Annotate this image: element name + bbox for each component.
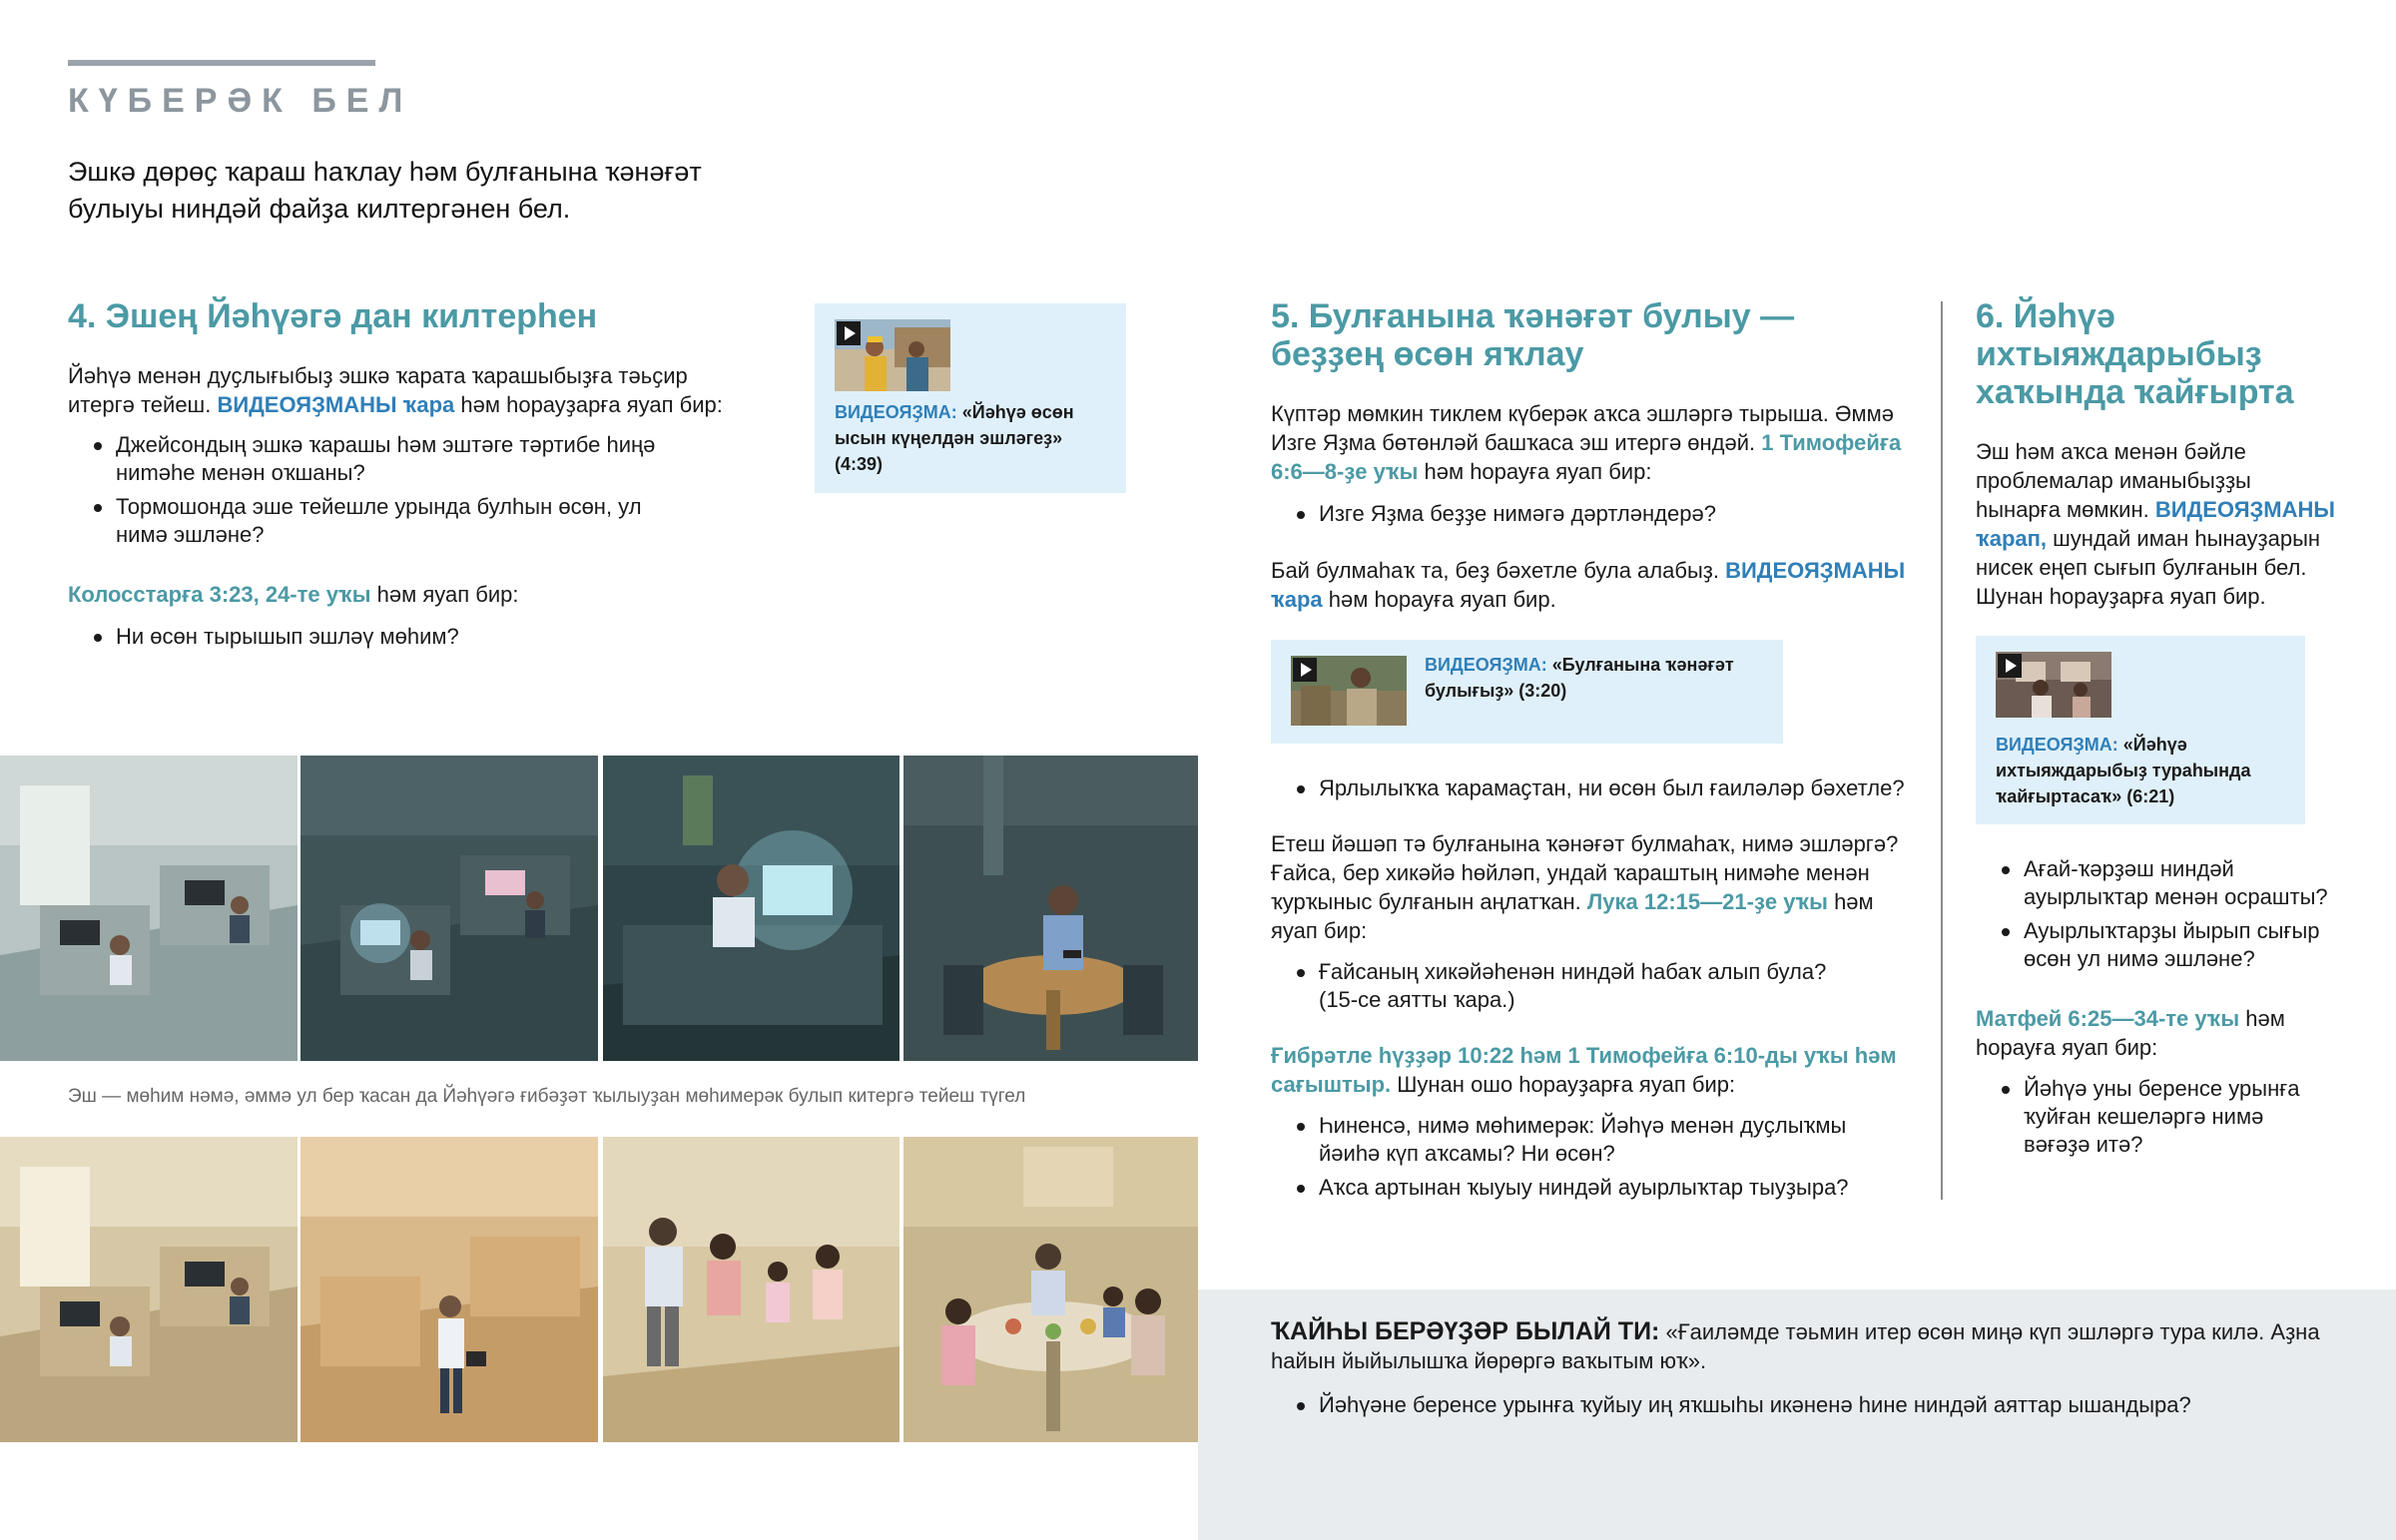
list-item: Ярлылыҡҡа ҡарамаҫтан, ни өсөн был ғаиләләр бәхетле? [1271,774,1930,802]
objection-quote: «Ғаиләмде тәьмин итер өсөн миңә күп эшләргә тура килә. Аҙна һайын йыйылышҡа йөрөргә ваҡытым юҡ». [1271,1319,2320,1373]
illustration-caption: Эш — мөһим нәмә, әммә ул бер ҡасан да Йәһүәгә ғибәҙәт ҡылыуҙан мөһимерәк булып китергә тейеш түгел [68,1086,1026,1107]
video-caption: ВИДЕОЯҘМА: «Булғанына ҡәнәғәт булығыҙ» (3:20) [1425,655,1734,701]
section-5-video-box[interactable] [1271,640,1783,744]
play-icon[interactable] [1293,658,1317,682]
section-4-video-link[interactable]: ВИДЕОЯҘМАНЫ ҡара [217,392,455,417]
header-rule [68,60,375,66]
list-item: Тормошонда эше тейешле урында булһын өсөн, ул нимә эшләне? [68,493,667,549]
list-item: Һиненсә, нимә мөһимерәк: Йәһүә менән дуҫлыҡмы йәиһә күп аҡсамы? Ни өсөн? [1271,1112,1870,1168]
illustration-office-4 [0,1137,298,1442]
section-6-video-box[interactable] [1976,636,2305,824]
list-item: Ни өсөн тырышып эшләү мөһим? [68,623,667,651]
section-4-bullets-2 [68,623,667,657]
section-5-heading: 5. Булғанына ҡәнәғәт булыу — беҙҙең өсөн яҡлау [1271,297,1795,373]
section-5-scripture-ref-3[interactable]: Ғибрәтле һүҙҙәр 10:22 һәм 1 Тимофейға 6:10-ды уҡы һәм сағыштыр. [1271,1043,1897,1097]
section-5-bullets-2 [1271,774,1930,808]
section-5-paragraph-4: Ғибрәтле һүҙҙәр 10:22 һәм 1 Тимофейға 6:10-ды уҡы һәм сағыштыр. Шунан ошо һорауҙарға яуап бир: [1271,1043,1897,1097]
section-6-bullets-1 [1976,855,2335,979]
play-icon[interactable] [837,321,861,345]
play-icon[interactable] [1998,654,2022,678]
list-item: Йәһүә уны беренсе урынға ҡуйған кешеләргә нимә вәғәҙә итә? [1976,1075,2335,1159]
section-4-video-box[interactable] [815,303,1126,493]
section-5-scripture-ref-1[interactable]: 1 Тимофейға 6:6—8-ҙе уҡы [1271,430,1902,484]
section-6-bullets-2 [1976,1075,2335,1165]
illustration-office-1 [0,756,298,1061]
column-divider [1941,301,1943,1200]
video-caption: ВИДЕОЯҘМА: «Йәһүә ихтыяждарыбыҙ тураһында ҡайғыртасаҡ» (6:21) [1996,735,2251,806]
section-6-scripture-ref[interactable]: Матфей 6:25—34-те уҡы [1976,1006,2240,1031]
list-item: Ағай-ҡәрҙәш ниндәй ауырлыҡтар менән осрашты? [1976,855,2335,911]
list-item: Джейсондың эшкә ҡарашы һәм эштәге тәртибе һиңә ниməһе менән оҡшаны? [68,431,667,487]
section-4-heading: 4. Эшең Йәһүәгә дан килтерһен [68,297,598,335]
objection-bullets [1271,1391,2359,1425]
list-item: Ауырлыҡтарҙы йырып сығыр өсөн ул нимә эшләне? [1976,917,2335,973]
illustration-office-leaving [300,1137,598,1442]
page-title: КҮБЕРӘК БЕЛ [68,82,413,120]
section-6-paragraph: Эш һәм аҡса менән бәйле проблемалар иманыбыҙҙы һынарға мөмкин. ВИДЕОЯҘМАНЫ ҡарап, шундай иман һынауҙарын нисек еңеп сығып булғанын бел. Шунан һорауҙарға яуап бир. [1976,439,2335,609]
section-4-paragraph: Йәһүә менән дуҫлығыбыҙ эшкә ҡарата ҡарашыбыҙға тәьҫир итергә тейеш. ВИДЕОЯҘМАНЫ ҡара һәм һорауҙарға яуап бир: [68,363,723,417]
illustration-office-2 [300,756,598,1061]
illustration-family-meal [903,1137,1198,1442]
list-item: Аҡса артынан ҡыуыу ниндәй ауырлыҡтар тыуҙыра? [1271,1174,1870,1202]
list-item: Изге Яҙма беҙҙе нимәгә дәртләндерә? [1271,500,1920,528]
illustration-home-night [903,756,1198,1061]
section-5-video-link[interactable]: ВИДЕОЯҘМАНЫ ҡара [1271,558,1906,612]
section-5-paragraph-2: Бай булмаһаҡ та, беҙ бәхетле була алабыҙ. ВИДЕОЯҘМАНЫ ҡара һәм һорауға яуап бир. [1271,558,1906,612]
objection-lead: ҠАЙҺЫ БЕРӘҮҘӘР БЫЛАЙ ТИ: [1271,1317,1660,1345]
section-6-heading: 6. Йәһүә ихтыяждарыбыҙ хаҡында ҡайғырта [1976,297,2294,411]
video-thumbnail[interactable] [1291,656,1407,726]
list-item: Ғайсаның хикәйәһенән ниндәй һабаҡ алып була? (15-се аятты ҡара.) [1271,958,1830,1014]
list-item: Йәһүәне беренсе урынға ҡуйыу иң яҡшыһы икәненә һине ниндәй аяттар ышандыра? [1271,1391,2359,1419]
video-thumbnail[interactable] [835,319,950,391]
section-6-video-link[interactable]: ВИДЕОЯҘМАНЫ ҡарап, [1976,497,2335,551]
objection-box [1198,1289,2396,1540]
illustration-meeting [603,1137,899,1442]
section-5-paragraph-1: Күптәр мөмкин тиклем күберәк аҡса эшләргә тырыша. Әммә Изге Яҙма бөтөнләй башҡаса эш итергә өндәй. 1 Тимофейға 6:6—8-ҙе уҡы һәм һорауға яуап бир: [1271,401,1902,484]
section-5-bullets-3 [1271,958,1830,1020]
section-4-scripture-ref[interactable]: Колосстарға 3:23, 24-те уҡы [68,582,371,607]
section-5-scripture-ref-2[interactable]: Лука 12:15—21-ҙе уҡы [1586,889,1828,914]
illustration-office-3 [603,756,899,1061]
objection-text [1271,1317,2359,1375]
video-caption: ВИДЕОЯҘМА: «Йәһүә өсөн ысын күңелдән эшләгеҙ» (4:39) [835,402,1074,474]
section-4-bullets [68,431,667,555]
section-6-ref-line: Матфей 6:25—34-те уҡы һәм һорауға яуап бир: [1976,1006,2285,1060]
section-5-paragraph-3: Етеш йәшәп тә булғанына ҡәнәғәт булмаһаҡ, нимә эшләргә? Ғайса, бер хикәйә һөйләп, ундай ҡараштың нимәһе менән ҡурҡыныс булғанын аңлатҡан. Лука 12:15—21-ҙе уҡы һәм яуап бир: [1271,831,1899,943]
section-5-bullets-1 [1271,500,1920,534]
page-intro: Эшкә дөрөҫ ҡараш һаҡлау һәм булғанына ҡәнәғәт булыуы ниндәй файҙа килтергәнен бел. [68,157,702,224]
section-4-ref-line: Колосстарға 3:23, 24-те уҡы һәм яуап бир: [68,582,519,607]
video-thumbnail[interactable] [1996,652,2111,718]
section-5-bullets-4 [1271,1112,1870,1208]
